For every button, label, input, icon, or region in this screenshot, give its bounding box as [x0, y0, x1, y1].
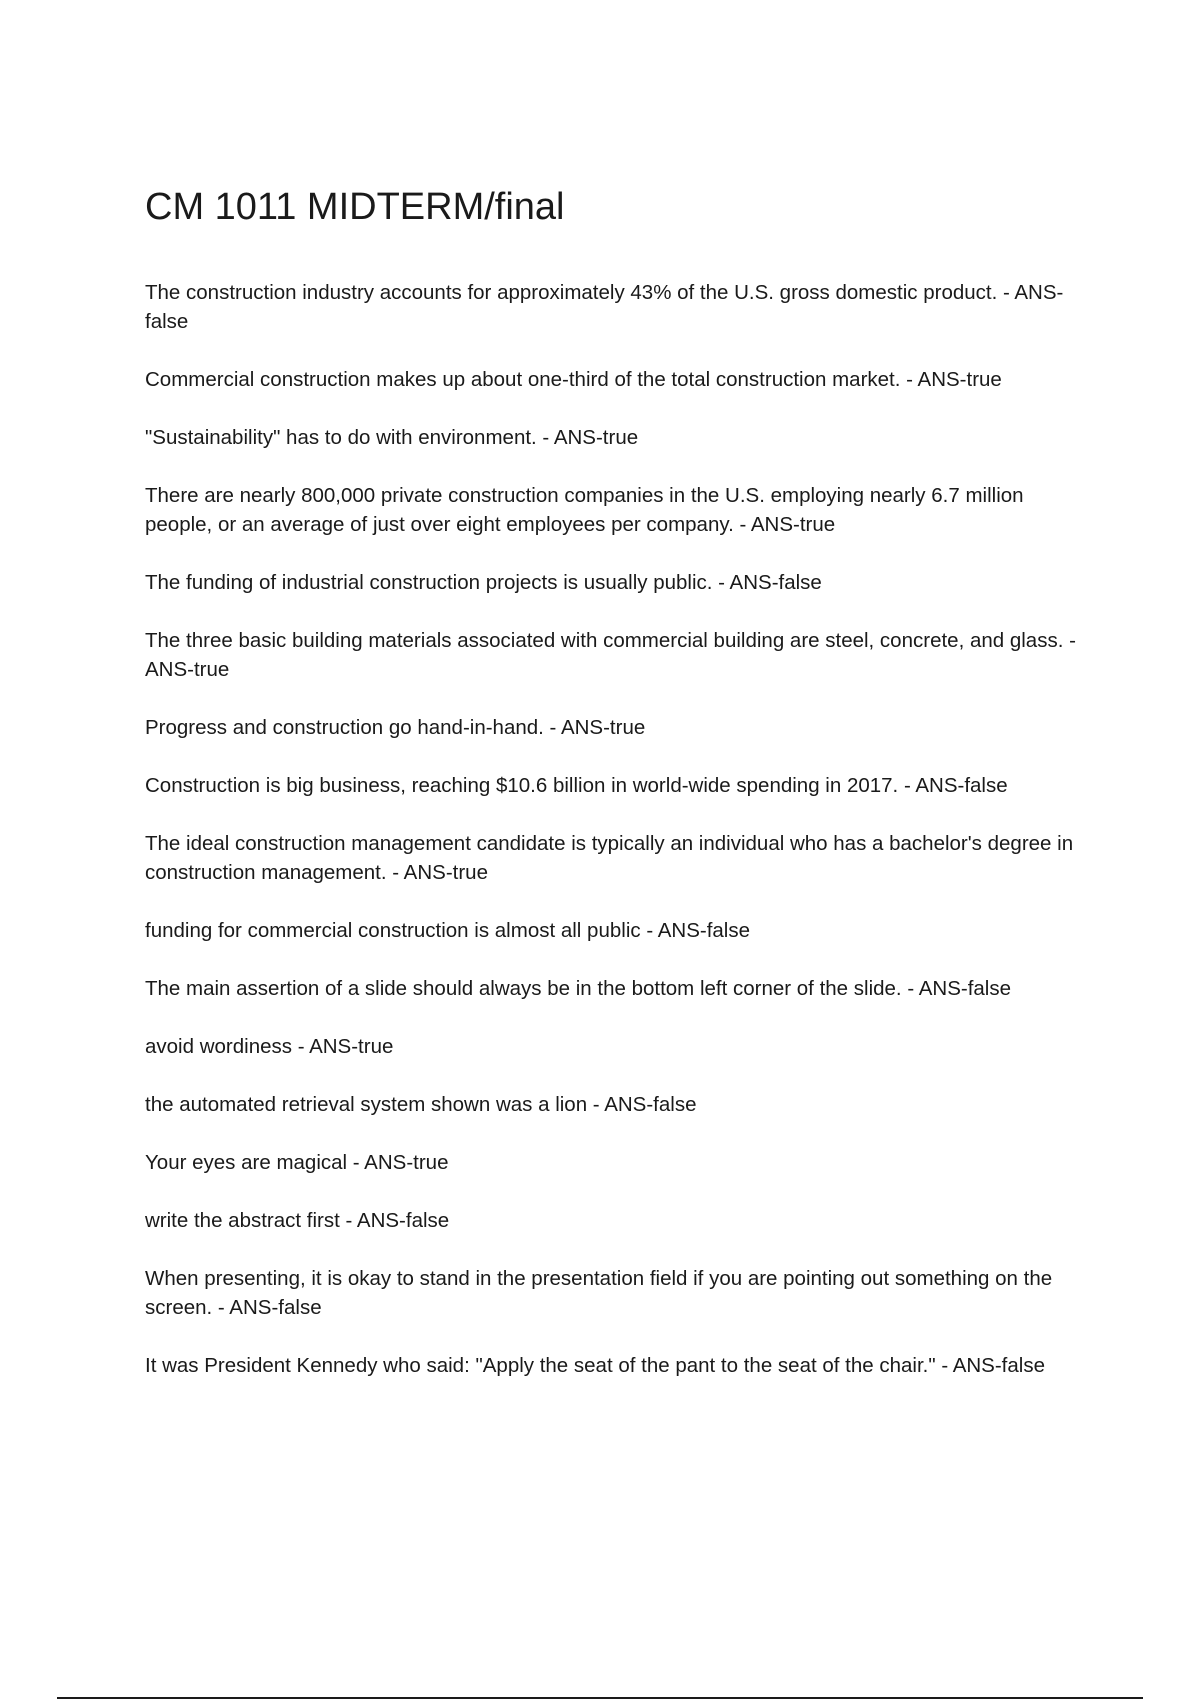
question-item: "Sustainability" has to do with environment. - ANS-true: [145, 426, 639, 449]
question-item: Construction is big business, reaching $10.6 billion in world-wide spending in 2017. - ANS-false: [145, 774, 1008, 797]
question-item: funding for commercial construction is almost all public - ANS-false: [145, 919, 750, 942]
question-list: [145, 278, 1095, 1409]
question-item: The construction industry accounts for approximately 43% of the U.S. gross domestic product. - ANS-false: [145, 281, 1064, 333]
question-item: Your eyes are magical - ANS-true: [145, 1151, 449, 1174]
question-item: It was President Kennedy who said: "Apply the seat of the pant to the seat of the chair." - ANS-false: [145, 1354, 1045, 1377]
question-item: Progress and construction go hand-in-hand. - ANS-true: [145, 716, 646, 739]
question-item: The funding of industrial construction projects is usually public. - ANS-false: [145, 571, 822, 594]
question-item: write the abstract first - ANS-false: [145, 1209, 450, 1232]
footer-divider: [57, 1697, 1143, 1699]
question-item: Commercial construction makes up about one-third of the total construction market. - ANS-true: [145, 368, 1002, 391]
question-item: The ideal construction management candidate is typically an individual who has a bachelor's degree in construction management. - ANS-true: [145, 832, 1074, 884]
page-title: CM 1011 MIDTERM/final: [145, 186, 565, 228]
question-item: The main assertion of a slide should always be in the bottom left corner of the slide. - ANS-false: [145, 977, 1011, 1000]
question-item: There are nearly 800,000 private construction companies in the U.S. employing nearly 6.7 million people, or an average of just over eight employees per company. - ANS-true: [145, 484, 1024, 536]
question-item: When presenting, it is okay to stand in the presentation field if you are pointing out something on the screen. - ANS-false: [145, 1267, 1053, 1319]
question-item: avoid wordiness - ANS-true: [145, 1035, 394, 1058]
question-item: the automated retrieval system shown was a lion - ANS-false: [145, 1093, 697, 1116]
question-item: The three basic building materials associated with commercial building are steel, concrete, and glass. - ANS-true: [145, 629, 1076, 681]
